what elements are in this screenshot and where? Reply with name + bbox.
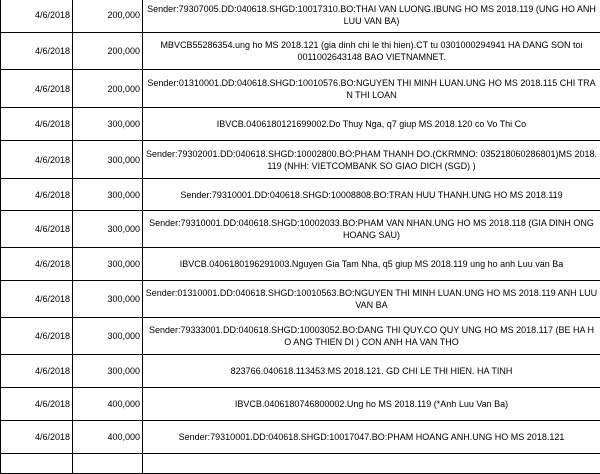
- amount-cell: 400,000: [73, 388, 143, 421]
- date-cell: 4/6/2018: [1, 248, 73, 281]
- ledger-body: [1, 0, 600, 474]
- date-cell: 4/6/2018: [1, 179, 73, 211]
- table-row: [1, 179, 600, 211]
- table-row: [1, 318, 600, 355]
- amount-cell: 200,000: [73, 70, 143, 108]
- amount-cell: 200,000: [73, 0, 143, 33]
- table-row: [1, 141, 600, 179]
- amount-cell: [73, 454, 143, 474]
- table-row: [1, 388, 600, 421]
- date-cell: 4/6/2018: [1, 355, 73, 388]
- date-cell: 4/6/2018: [1, 281, 73, 318]
- description-cell: [143, 454, 600, 474]
- amount-cell: 300,000: [73, 318, 143, 355]
- amount-cell: 300,000: [73, 355, 143, 388]
- description-cell: Sender:01310001.DD:040618.SHGD:10010576.BO:NGUYEN THI MINH LUAN.UNG HO MS 2018.115 CHI TRA N THI LOAN: [143, 70, 600, 108]
- table-row: [1, 211, 600, 248]
- description-cell: IBVCB.0406180121699002.Do Thuy Nga, q7 giup MS 2018.120 co Vo Thi Co: [143, 108, 600, 141]
- date-cell: 4/6/2018: [1, 33, 73, 70]
- date-cell: 4/6/2018: [1, 141, 73, 179]
- table-row: [1, 108, 600, 141]
- amount-cell: 300,000: [73, 141, 143, 179]
- date-cell: 4/6/2018: [1, 388, 73, 421]
- date-cell: 4/6/2018: [1, 318, 73, 355]
- date-cell: 4/6/2018: [1, 421, 73, 454]
- date-cell: 4/6/2018: [1, 70, 73, 108]
- table-row: [1, 70, 600, 108]
- table-row: [1, 248, 600, 281]
- description-cell: MBVCB55286354.ung ho MS 2018.121 (gia dinh chi le thi hien).CT tu 0301000294941 HA DANG SON toi 0011002643148 BAO VIETNAMNET.: [143, 33, 600, 70]
- description-cell: Sender:79310001.DD:040618.SHGD:10002033.BO:PHAM VAN NHAN.UNG HO MS 2018.118 (GIA DINH ONG HOANG SAU): [143, 211, 600, 248]
- description-cell: Sender:79310001.DD:040618.SHGD:10017047.BO:PHAM HOANG ANH.UNG HO MS 2018.121: [143, 421, 600, 454]
- table-row: [1, 0, 600, 33]
- description-cell: Sender:79333001.DD:040618.SHGD:10003052.BO:DANG THI QUY.CO QUY UNG HO MS 2018.117 (BE HA H O ANG THIEN DI ) CON ANH HA VAN THO: [143, 318, 600, 355]
- description-cell: IBVCB.0406180746800002.Ung ho MS 2018.119 (*Anh Luu Van Ba): [143, 388, 600, 421]
- table-row: [1, 421, 600, 454]
- amount-cell: 400,000: [73, 421, 143, 454]
- description-cell: Sender:79310001.DD:040618.SHGD:10008808.BO:TRAN HUU THANH.UNG HO MS 2018.119: [143, 179, 600, 211]
- table-row: [1, 355, 600, 388]
- date-cell: 4/6/2018: [1, 108, 73, 141]
- table-row: [1, 454, 600, 474]
- amount-cell: 300,000: [73, 248, 143, 281]
- description-cell: IBVCB.0406180196291003.Nguyen Gia Tam Nha, q5 giup MS 2018.119 ung ho anh Luu van Ba: [143, 248, 600, 281]
- amount-cell: 200,000: [73, 33, 143, 70]
- date-cell: 4/6/2018: [1, 211, 73, 248]
- table-row: [1, 281, 600, 318]
- amount-cell: 300,000: [73, 179, 143, 211]
- description-cell: Sender:01310001.DD:040618.SHGD:10010563.BO:NGUYEN THI MINH LUAN.UNG HO MS 2018.119 ANH LUU VAN BA: [143, 281, 600, 318]
- description-cell: Sender:79307005.DD:040618.SHGD:10017310.BO:THAI VAN LUONG.IBUNG HO MS 2018.119 (UNG HO ANH LUU VAN BA): [143, 0, 600, 33]
- amount-cell: 300,000: [73, 108, 143, 141]
- date-cell: 4/6/2018: [1, 0, 73, 33]
- amount-cell: 300,000: [73, 281, 143, 318]
- table-row: [1, 33, 600, 70]
- date-cell: [1, 454, 73, 474]
- description-cell: 823766.040618.113453.MS 2018.121. GD CHI LE THI HIEN. HA TINH: [143, 355, 600, 388]
- amount-cell: 300,000: [73, 211, 143, 248]
- description-cell: Sender:79302001.DD:040618.SHGD:10002800.BO:PHAM THANH DO.(CKRMNO: 035218060286801)MS 2018. 119 (NHH: VIETCOMBANK SO GIAO DICH (SGD) ): [143, 141, 600, 179]
